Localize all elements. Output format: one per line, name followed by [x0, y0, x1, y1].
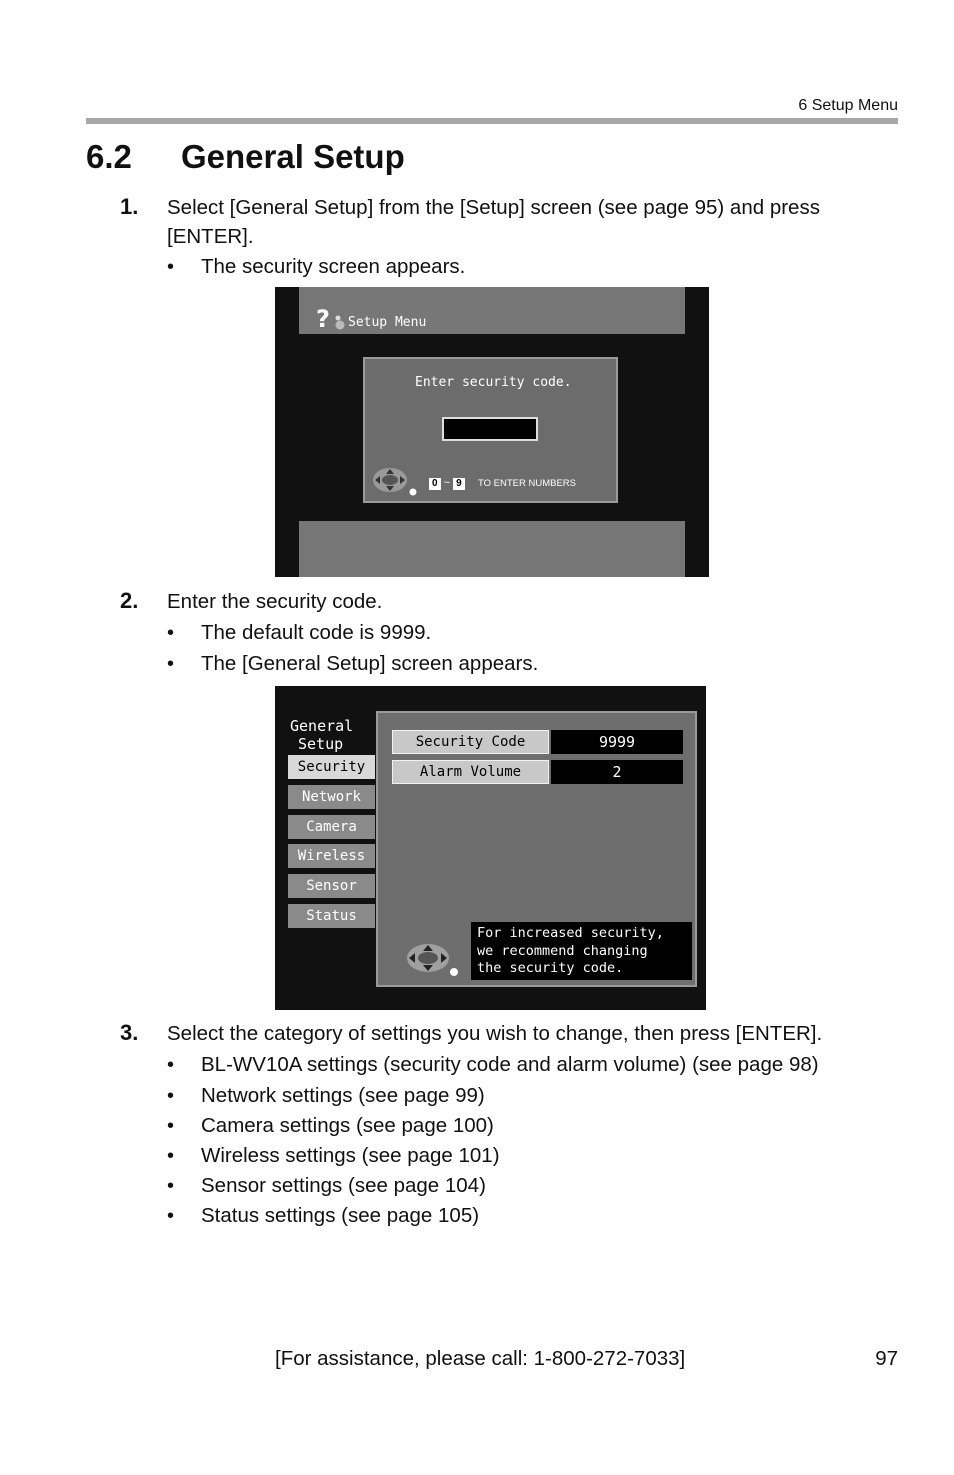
screen1-bottom-bar — [299, 521, 685, 577]
key-range-separator: ~ — [443, 477, 451, 489]
menu-item-network[interactable]: Network — [288, 785, 375, 809]
step-3-bullet-5: Sensor settings (see page 104) — [201, 1174, 486, 1197]
bullet-glyph: • — [167, 256, 175, 278]
step-3-bullet-2: Network settings (see page 99) — [201, 1084, 485, 1107]
step-2-bullet-2: The [General Setup] screen appears. — [201, 652, 539, 675]
header-rule — [86, 118, 898, 124]
menu-item-wireless[interactable]: Wireless — [288, 844, 375, 868]
bullet-glyph: • — [167, 1115, 175, 1137]
key-0: 0 — [429, 478, 441, 490]
footer-assistance: [For assistance, please call: 1-800-272-7033] — [275, 1347, 686, 1370]
step-3-number: 3. — [120, 1020, 139, 1045]
bullet-glyph: • — [167, 653, 175, 675]
header-section-label: 6 Setup Menu — [798, 97, 898, 114]
security-code-label[interactable]: Security Code — [392, 730, 549, 754]
step-2-text: Enter the security code. — [167, 590, 383, 613]
security-code-screen — [275, 287, 709, 577]
help-icon — [315, 307, 347, 331]
step-3-bullet-6: Status settings (see page 105) — [201, 1204, 480, 1227]
bullet-glyph: • — [167, 1054, 175, 1076]
section-title: General Setup — [181, 138, 405, 175]
step-1-number: 1. — [120, 194, 139, 219]
bullet-glyph: • — [167, 1085, 175, 1107]
step-2-bullet-1: The default code is 9999. — [201, 621, 432, 644]
step-1-bullet-1: The security screen appears. — [201, 255, 466, 278]
bullet-glyph: • — [167, 1205, 175, 1227]
step-3-bullet-4: Wireless settings (see page 101) — [201, 1144, 500, 1167]
number-keys-indicator — [429, 477, 465, 490]
alarm-volume-label[interactable]: Alarm Volume — [392, 760, 549, 784]
section-number: 6.2 — [86, 138, 132, 175]
step-2-number: 2. — [120, 588, 139, 613]
alarm-volume-value: 2 — [551, 760, 683, 784]
bullet-glyph: • — [167, 1145, 175, 1167]
key-9: 9 — [453, 478, 465, 490]
svg-text:?: ? — [316, 307, 330, 331]
screen1-title: Setup Menu — [348, 315, 427, 330]
screen2-title-line2: Setup — [298, 735, 344, 753]
step-3-text: Select the category of settings you wish to change, then press [ENTER]. — [167, 1022, 823, 1045]
menu-item-security[interactable]: Security — [288, 755, 375, 779]
remote-dpad-icon — [371, 465, 417, 497]
menu-item-sensor[interactable]: Sensor — [288, 874, 375, 898]
remote-dpad-icon — [404, 942, 460, 978]
screen2-title-line1: General — [290, 717, 354, 735]
enter-numbers-hint: TO ENTER NUMBERS — [478, 478, 577, 489]
page-number: 97 — [875, 1347, 898, 1370]
step-3-bullet-3: Camera settings (see page 100) — [201, 1114, 494, 1137]
bullet-glyph: • — [167, 622, 175, 644]
menu-item-camera[interactable]: Camera — [288, 815, 375, 839]
screen2-title — [290, 717, 353, 753]
security-prompt: Enter security code. — [415, 375, 572, 390]
bullet-glyph: • — [167, 1175, 175, 1197]
general-setup-screen — [275, 686, 706, 1010]
security-code-input[interactable] — [442, 417, 538, 441]
security-code-value: 9999 — [551, 730, 683, 754]
step-1-text: Select [General Setup] from the [Setup] screen (see page 95) and press [ENTER]. — [167, 196, 820, 248]
menu-item-status[interactable]: Status — [288, 904, 375, 928]
security-recommendation-message: For increased security, we recommend changing the security code. — [471, 922, 692, 980]
step-3-bullet-1: BL-WV10A settings (security code and alarm volume) (see page 98) — [201, 1053, 819, 1076]
